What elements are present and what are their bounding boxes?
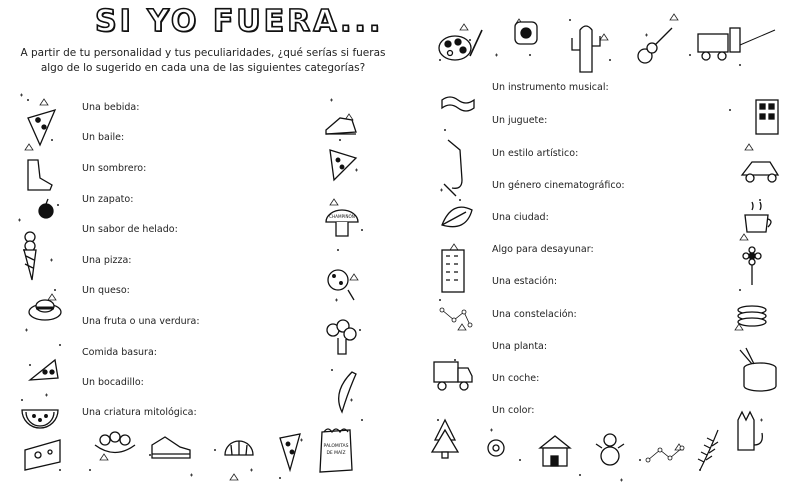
pancakes-icon	[738, 306, 766, 326]
hat-icon	[29, 300, 61, 320]
prompt-bocadillo[interactable]: Un bocadillo:	[82, 377, 144, 388]
cat-icon	[738, 412, 762, 450]
drum-icon	[740, 348, 776, 391]
toast-icon	[515, 22, 537, 44]
intro-text	[18, 46, 388, 76]
pizza-slice-icon	[28, 110, 55, 145]
prompt-criatura[interactable]: Una criatura mitológica:	[82, 407, 197, 418]
snowman-icon	[596, 434, 624, 465]
cheese-icon	[25, 440, 60, 470]
prompt-ciudad[interactable]: Una ciudad:	[492, 212, 549, 223]
constellation-icon-2	[646, 446, 684, 462]
pizza-slice-icon-4	[330, 150, 356, 180]
prompt-juguete[interactable]: Un juguete:	[492, 115, 548, 126]
truck-icon	[434, 362, 472, 390]
prompt-helado[interactable]: Un sabor de helado:	[82, 224, 178, 235]
shoe-icon	[326, 118, 356, 134]
tree-icon	[432, 420, 458, 458]
prompt-baile[interactable]: Un baile:	[82, 132, 125, 143]
prompt-estacion[interactable]: Una estación:	[492, 276, 558, 287]
bacon-icon	[442, 97, 474, 111]
coffee-cup-icon	[745, 202, 771, 232]
intro-line-1: A partir de tu personalidad y tus peculiaridades, ¿qué serías si fueras	[20, 47, 386, 59]
train-icon	[698, 28, 775, 60]
prompt-zapato[interactable]: Un zapato:	[82, 194, 134, 205]
prompt-comida-basura[interactable]: Comida basura:	[82, 347, 157, 358]
saxophone-icon	[444, 140, 462, 196]
left-tiny-dots	[21, 99, 363, 479]
prompt-queso[interactable]: Un queso:	[82, 285, 130, 296]
mushroom-label: CHAMPIÑÓN	[329, 214, 355, 219]
popcorn-label-1: PALOMITAS	[323, 444, 349, 449]
right-border-doodles	[400, 0, 800, 495]
prompt-genero-cine[interactable]: Un género cinematográfico:	[492, 180, 625, 191]
flower-icon	[743, 247, 761, 285]
building-icon	[756, 100, 778, 134]
skyscraper-icon	[442, 250, 464, 292]
right-sparkles	[440, 34, 763, 482]
prompt-sombrero[interactable]: Un sombrero:	[82, 163, 147, 174]
apple-icon	[39, 199, 53, 218]
left-sparkles	[18, 94, 358, 477]
cookie-icon	[328, 270, 354, 300]
sneaker-icon	[152, 437, 190, 458]
broccoli-icon	[327, 320, 356, 354]
ice-cream-icon	[24, 232, 36, 280]
prompt-estilo-artistico[interactable]: Un estilo artístico:	[492, 148, 579, 159]
prompt-pizza[interactable]: Una pizza:	[82, 255, 132, 266]
popcorn-label-2: DE MAÍZ	[326, 451, 346, 456]
cactus-icon	[572, 26, 600, 72]
house-icon	[540, 436, 570, 466]
prompt-bebida[interactable]: Una bebida:	[82, 102, 140, 113]
banana-icon	[339, 372, 356, 412]
intro-line-2: algo de lo sugerido en cada una de las siguientes categorías?	[40, 62, 366, 74]
prompt-fruta[interactable]: Una fruta o una verdura:	[82, 316, 200, 327]
banana-split-icon	[95, 432, 135, 453]
cap-icon	[225, 441, 253, 455]
watermelon-icon	[22, 410, 58, 428]
guitar-icon	[638, 28, 672, 63]
boot-icon	[28, 160, 52, 190]
prompt-color[interactable]: Un color:	[492, 405, 535, 416]
pizza-slice-icon-3	[280, 434, 300, 470]
prompt-constelacion[interactable]: Una constelación:	[492, 309, 577, 320]
constellation-icon	[440, 308, 472, 327]
left-triangles	[25, 99, 358, 480]
prompt-coche[interactable]: Un coche:	[492, 373, 540, 384]
page-title: SI YO FUERA...	[95, 4, 384, 39]
right-page	[400, 0, 800, 495]
prompt-desayunar[interactable]: Algo para desayunar:	[492, 244, 594, 255]
leaf-icon	[442, 207, 472, 227]
pizza-slice-icon-2	[30, 360, 58, 380]
fern-icon	[698, 430, 718, 470]
prompt-instrumento[interactable]: Un instrumento musical:	[492, 82, 609, 93]
car-icon	[742, 162, 778, 182]
palette-icon	[439, 30, 482, 60]
right-triangles	[450, 14, 753, 450]
donut-icon	[488, 440, 504, 456]
prompt-planta[interactable]: Una planta:	[492, 341, 548, 352]
